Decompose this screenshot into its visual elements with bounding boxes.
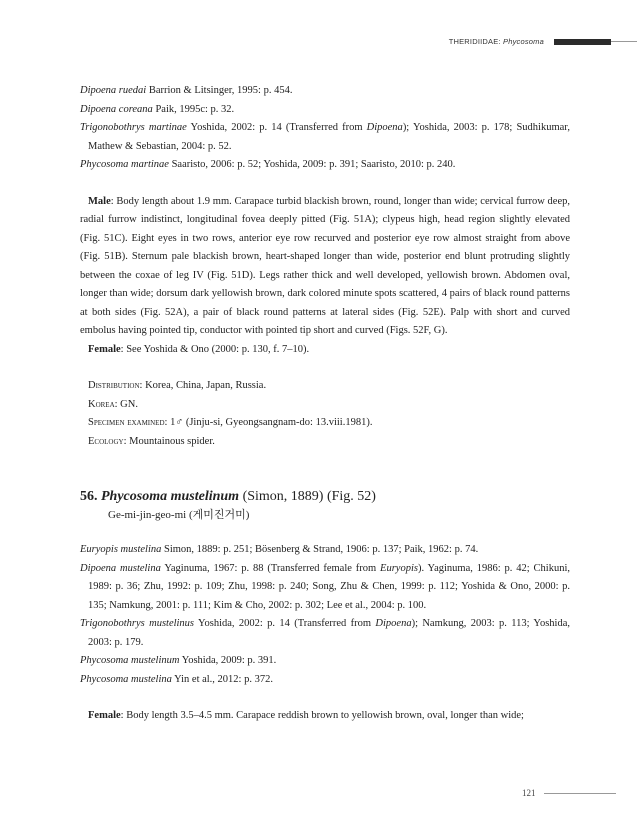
species-heading	[80, 485, 570, 507]
female-label: Female	[88, 343, 121, 355]
header-family: THERIDIIDAE:	[448, 37, 501, 46]
species-number: 56.	[80, 489, 98, 504]
synonym-entry: Dipoena coreana Paik, 1995c: p. 32.	[80, 103, 235, 115]
species-author: (Simon, 1889) (Fig. 52)	[239, 489, 376, 504]
info-distribution: Distribution: Korea, China, Japan, Russia.	[88, 380, 267, 391]
info-korea: Korea: GN.	[88, 398, 138, 410]
synonym-entry: Phycosoma martinae Saaristo, 2006: p. 52; Yoshida, 2009: p. 391; Saaristo, 2010: p. 240.	[80, 159, 456, 170]
male-description: Male: Body length about 1.9 mm. Carapace turbid blackish brown, round, longer than wide; cervical furrow deep, radial furrow indistinct, longitudinal fovea deeply pitted (Fig. 51A); clypeus high, head region slightly elevated (Fig. 51C). Eight eyes in two rows, anterior eye row recurved and posterior eye row almost straight from above (Fig. 51B). Sternum pale blackish brown, heart-shaped longer than wide, posterior end blunt protruding slightly between the coxae of leg IV (Fig. 51D). Legs rather thick and well developed, yellowish brown. Abdomen oval, longer than wide; dorsum dark yellowish brown, dark colored minute spots scattered, 4 pairs of black round patterns at both sides (Fig. 52A), a pair of black round patterns at lateral sides (Fig. 52E). Palp with short and curved embolus having pointed tip, conductor with pointed tip short and curved (Figs. 52F, G).	[80, 195, 570, 336]
synonym-entry: Dipoena mustelina Yaginuma, 1967: p. 88 (Transferred female from Euryopis). Yaginuma, 1986: p. 42; Chikuni, 1989: p. 36; Zhu, 1992: p. 109; Zhu, 1998: p. 240; Song, Zhu & Chen, 1999: p. 112; Yoshida & Ono, 2000: p. 135; Namkung, 2001: p. 111; Kim & Cho, 2002: p. 302; Lee et al., 2004: p. 100.	[80, 562, 570, 611]
species-korean-name: Ge-mi-jin-geo-mi (게미진거미)	[108, 509, 250, 521]
synonym-entry: Euryopis mustelina Simon, 1889: p. 251; Bösenberg & Strand, 1906: p. 137; Paik, 1962: p. 74.	[80, 544, 479, 555]
info-ecology: Ecology: Mountainous spider.	[88, 435, 215, 447]
header-rule	[611, 41, 637, 42]
page-footer	[522, 788, 616, 798]
species-name: Phycosoma mustelinum	[101, 489, 240, 504]
header-text	[449, 37, 544, 46]
footer-rule	[544, 793, 616, 794]
running-header	[449, 37, 637, 46]
synonym-entry: Phycosoma mustelinum Yoshida, 2009: p. 391.	[80, 655, 277, 666]
synonym-list-b	[80, 541, 570, 689]
synonym-entry: Dipoena ruedai Barrion & Litsinger, 1995: p. 454.	[80, 85, 293, 96]
header-genus: Phycosoma	[503, 37, 544, 46]
synonym-entry: Phycosoma mustelina Yin et al., 2012: p. 372.	[80, 673, 273, 685]
species-info	[80, 377, 570, 451]
male-label: Male	[88, 195, 111, 207]
female-label: Female	[88, 710, 121, 721]
info-specimen: Specimen examined: 1♂ (Jinju-si, Gyeongsangnam-do: 13.viii.1981).	[88, 417, 373, 428]
female-reference: Female: See Yoshida & Ono (2000: p. 130, f. 7–10).	[88, 343, 310, 355]
page-number: 121	[522, 788, 536, 798]
page-body	[80, 82, 570, 726]
synonym-list-a	[80, 82, 570, 175]
header-bar	[554, 39, 611, 45]
synonym-entry: Trigonobothrys martinae Yoshida, 2002: p. 14 (Transferred from Dipoena); Yoshida, 2003: p. 178; Sudhikumar, Mathew & Sebastian, 2004: p. 52.	[80, 122, 571, 152]
female-description: Female: Body length 3.5–4.5 mm. Carapace reddish brown to yellowish brown, oval, longer than wide;	[88, 710, 524, 721]
synonym-entry: Trigonobothrys mustelinus Yoshida, 2002: p. 14 (Transferred from Dipoena); Namkung, 2003: p. 113; Yoshida, 2003: p. 179.	[80, 618, 571, 648]
